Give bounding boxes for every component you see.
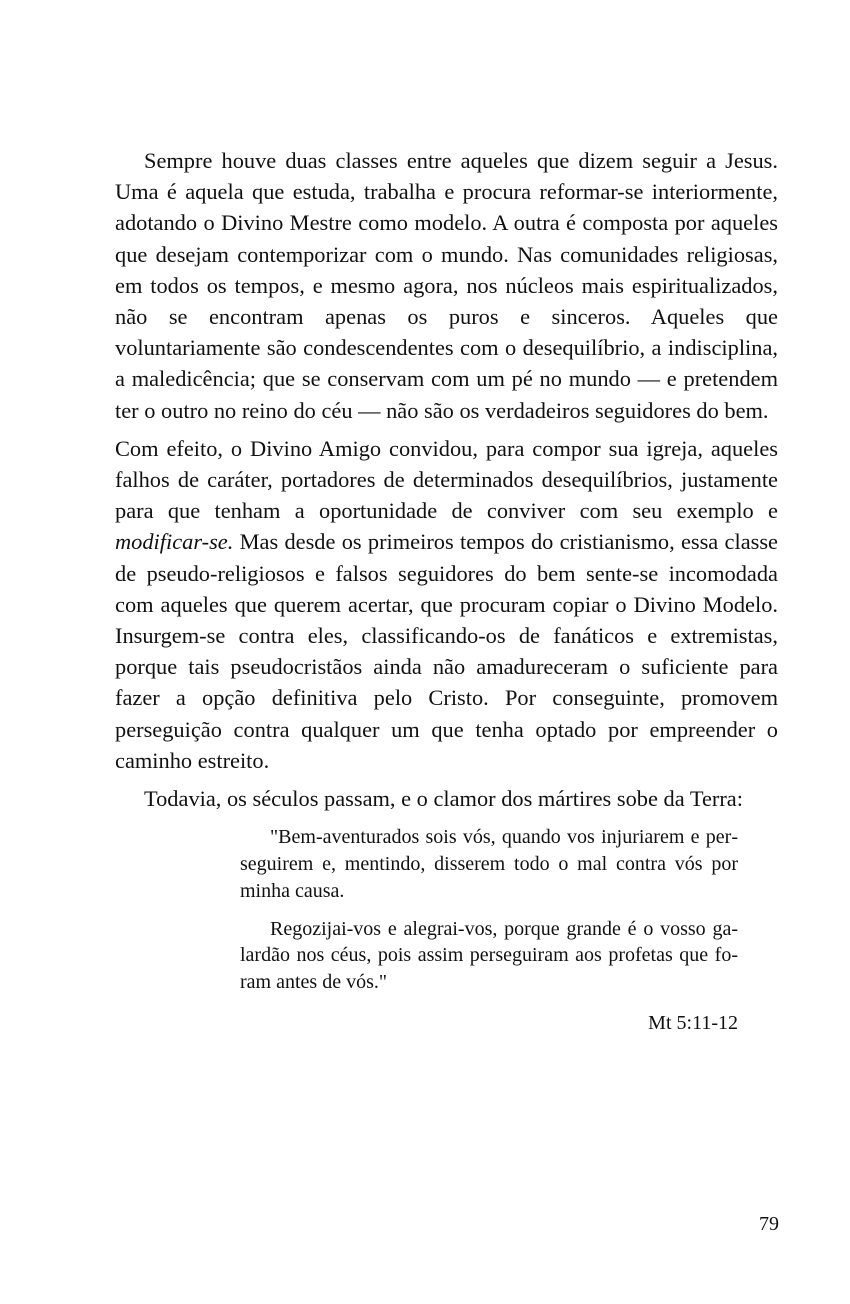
paragraph-3: Todavia, os séculos passam, e o clamor dos mártires sobe da Terra: xyxy=(144,786,743,812)
quote-citation: Mt 5:11-12 xyxy=(648,1012,738,1035)
paragraph-2-text-end: Mas desde os primeiros tempos do cristianismo, essa classe de pseudo-religiosos e falsos seguidores do bem sente-se incomodada com aqueles que querem acertar, que procuram copiar o Divino Modelo. Insurgem-se contra eles, classificando-os de fanáticos e extremistas, porque tais pseudocristãos ainda não amadureceram o suficiente para fazer a opção definitiva pelo Cristo. Por conseguinte, promovem perseguição contra qualquer um que tenha optado por empreender o caminho estreito. xyxy=(115,529,778,773)
quote-paragraph-2: Regozijai-vos e alegrai-vos, porque grande é o vosso galardão nos céus, pois assim perseguiram aos profetas que foram antes de vós." xyxy=(240,917,738,994)
italic-emphasis: modificar-se. xyxy=(115,529,234,555)
paragraph-2 xyxy=(115,433,778,776)
page-number: 79 xyxy=(759,1213,779,1235)
quote-paragraph-1: "Bem-aventurados sois vós, quando vos injuriarem e perseguirem e, mentindo, disserem todo o mal contra vós por minha causa. xyxy=(240,826,738,902)
page-body xyxy=(115,145,778,1052)
paragraph-1: Sempre houve duas classes entre aqueles que dizem seguir a Jesus. Uma é aquela que estuda, trabalha e procura reformar-se interiormente, adotando o Divino Mestre como modelo. A outra é composta por aqueles que desejam contemporizar com o mundo. Nas comunidades religiosas, em todos os tempos, e mesmo agora, nos núcleos mais espiritualizados, não se encontram apenas os puros e sinceros. Aqueles que voluntariamente são condescendentes com o desequilíbrio, a indisciplina, a maledicência; que se conservam com um pé no mundo — e pretendem ter o outro no reino do céu — não são os verdadeiros seguidores do bem. xyxy=(115,148,778,423)
paragraph-2-text-start: Com efeito, o Divino Amigo convidou, para compor sua igreja, aqueles falhos de caráter, portadores de determinados desequilíbrios, justamente para que tenham a oportunidade de conviver com seu exemplo e xyxy=(115,435,778,524)
scripture-quote xyxy=(240,824,738,1036)
